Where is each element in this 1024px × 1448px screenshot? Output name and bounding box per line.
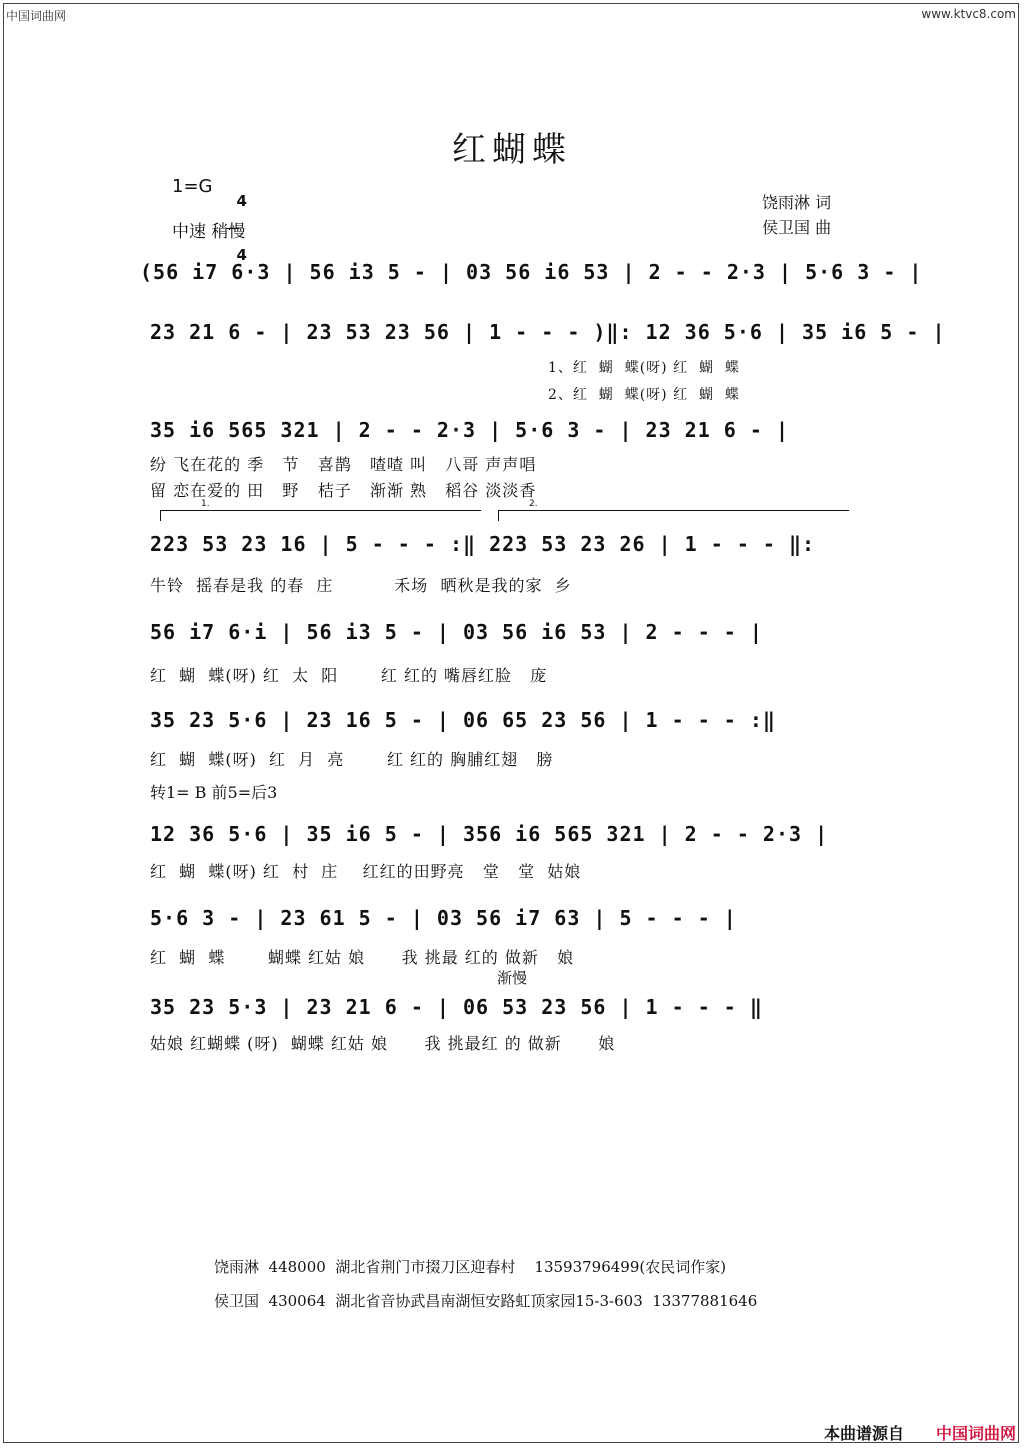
lyric-row-3-verse-2: 留 恋在爱的 田 野 桔子 渐渐 熟 稻谷 淡淡香	[150, 481, 537, 500]
score-row-4: 223 53 23 16 | 5 - - - :‖ 223 53 23 26 | 1 - - - ‖:	[150, 532, 816, 556]
lyric-row-8: 红 蝴 蝶 蝴蝶 红姑 娘 我 挑最 红的 做新 娘	[150, 948, 575, 967]
contact-line-composer: 侯卫国 430064 湖北省音协武昌南湖恒安路虹顶家园15-3-603 13377881646	[214, 1292, 758, 1310]
composer-credit: 侯卫国 曲	[762, 218, 832, 237]
score-row-5: 56 i7 6·i | 56 i3 5 - | 03 56 i6 53 | 2 - - - |	[150, 620, 763, 644]
source-label: 本曲谱源自	[823, 1424, 904, 1443]
score-row-3: 35 i6 565 321 | 2 - - 2·3 | 5·6 3 - | 23 21 6 - |	[150, 418, 790, 442]
lyric-row-9: 姑娘 红蝴蝶 (呀) 蝴蝶 红姑 娘 我 挑最红 的 做新 娘	[150, 1034, 616, 1053]
tempo-marking: 中速 稍慢	[172, 222, 246, 242]
modulation-marking: 转1= B 前5=后3	[150, 783, 278, 802]
lyric-row-3-verse-1: 纷 飞在花的 季 节 喜鹊 喳喳 叫 八哥 声声唱	[150, 455, 537, 474]
time-signature-top: 4	[236, 192, 247, 210]
lyric-row-4: 牛铃 摇春是我 的春 庄 禾场 晒秋是我的家 乡	[150, 576, 572, 595]
volta-1-label: 1.	[201, 499, 210, 509]
site-name-top-left: 中国词曲网	[6, 9, 67, 23]
site-url-top-right: www.ktvc8.com	[921, 7, 1016, 21]
score-row-7: 12 36 5·6 | 35 i6 5 - | 356 i6 565 321 | 2 - - 2·3 |	[150, 822, 829, 846]
contact-line-lyricist: 饶雨淋 448000 湖北省荆门市掇刀区迎春村 13593796499(农民词作家)	[214, 1258, 727, 1276]
lyric-row-7: 红 蝴 蝶(呀) 红 村 庄 红红的田野亮 堂 堂 姑娘	[150, 862, 582, 881]
lyric-row-6: 红 蝴 蝶(呀) 红 月 亮 红 红的 胸脯红翅 膀	[150, 750, 554, 769]
source-brand-link[interactable]: 中国词曲网	[935, 1424, 1016, 1443]
score-row-9: 35 23 5·3 | 23 21 6 - | 06 53 23 56 | 1 - - - ‖	[150, 995, 763, 1019]
lyric-row-2-verse-2: 2、红 蝴 蝶(呀) 红 蝴 蝶	[548, 387, 740, 403]
volta-2-bracket	[498, 499, 849, 521]
volta-2-label: 2.	[529, 499, 538, 509]
lyric-row-5: 红 蝴 蝶(呀) 红 太 阳 红 红的 嘴唇红脸 庞	[150, 666, 548, 685]
volta-1-bracket	[160, 499, 481, 521]
song-title: 红蝴蝶	[452, 130, 572, 170]
time-signature-bottom: 4	[236, 246, 247, 264]
score-row-6: 35 23 5·6 | 23 16 5 - | 06 65 23 56 | 1 - - - :‖	[150, 708, 776, 732]
key-signature: 1=G	[172, 176, 213, 197]
score-row-2: 23 21 6 - | 23 53 23 56 | 1 - - - )‖: 12 36 5·6 | 35 i6 5 - |	[150, 320, 946, 344]
lyric-row-2-verse-1: 1、红 蝴 蝶(呀) 红 蝴 蝶	[548, 360, 740, 376]
ritardando-marking: 渐慢	[497, 969, 528, 987]
score-row-8: 5·6 3 - | 23 61 5 - | 03 56 i7 63 | 5 - - - |	[150, 906, 737, 930]
score-row-1: (56 i7 6·3 | 56 i3 5 - | 03 56 i6 53 | 2 - - 2·3 | 5·6 3 - |	[140, 260, 923, 284]
lyricist-credit: 饶雨淋 词	[762, 193, 832, 212]
